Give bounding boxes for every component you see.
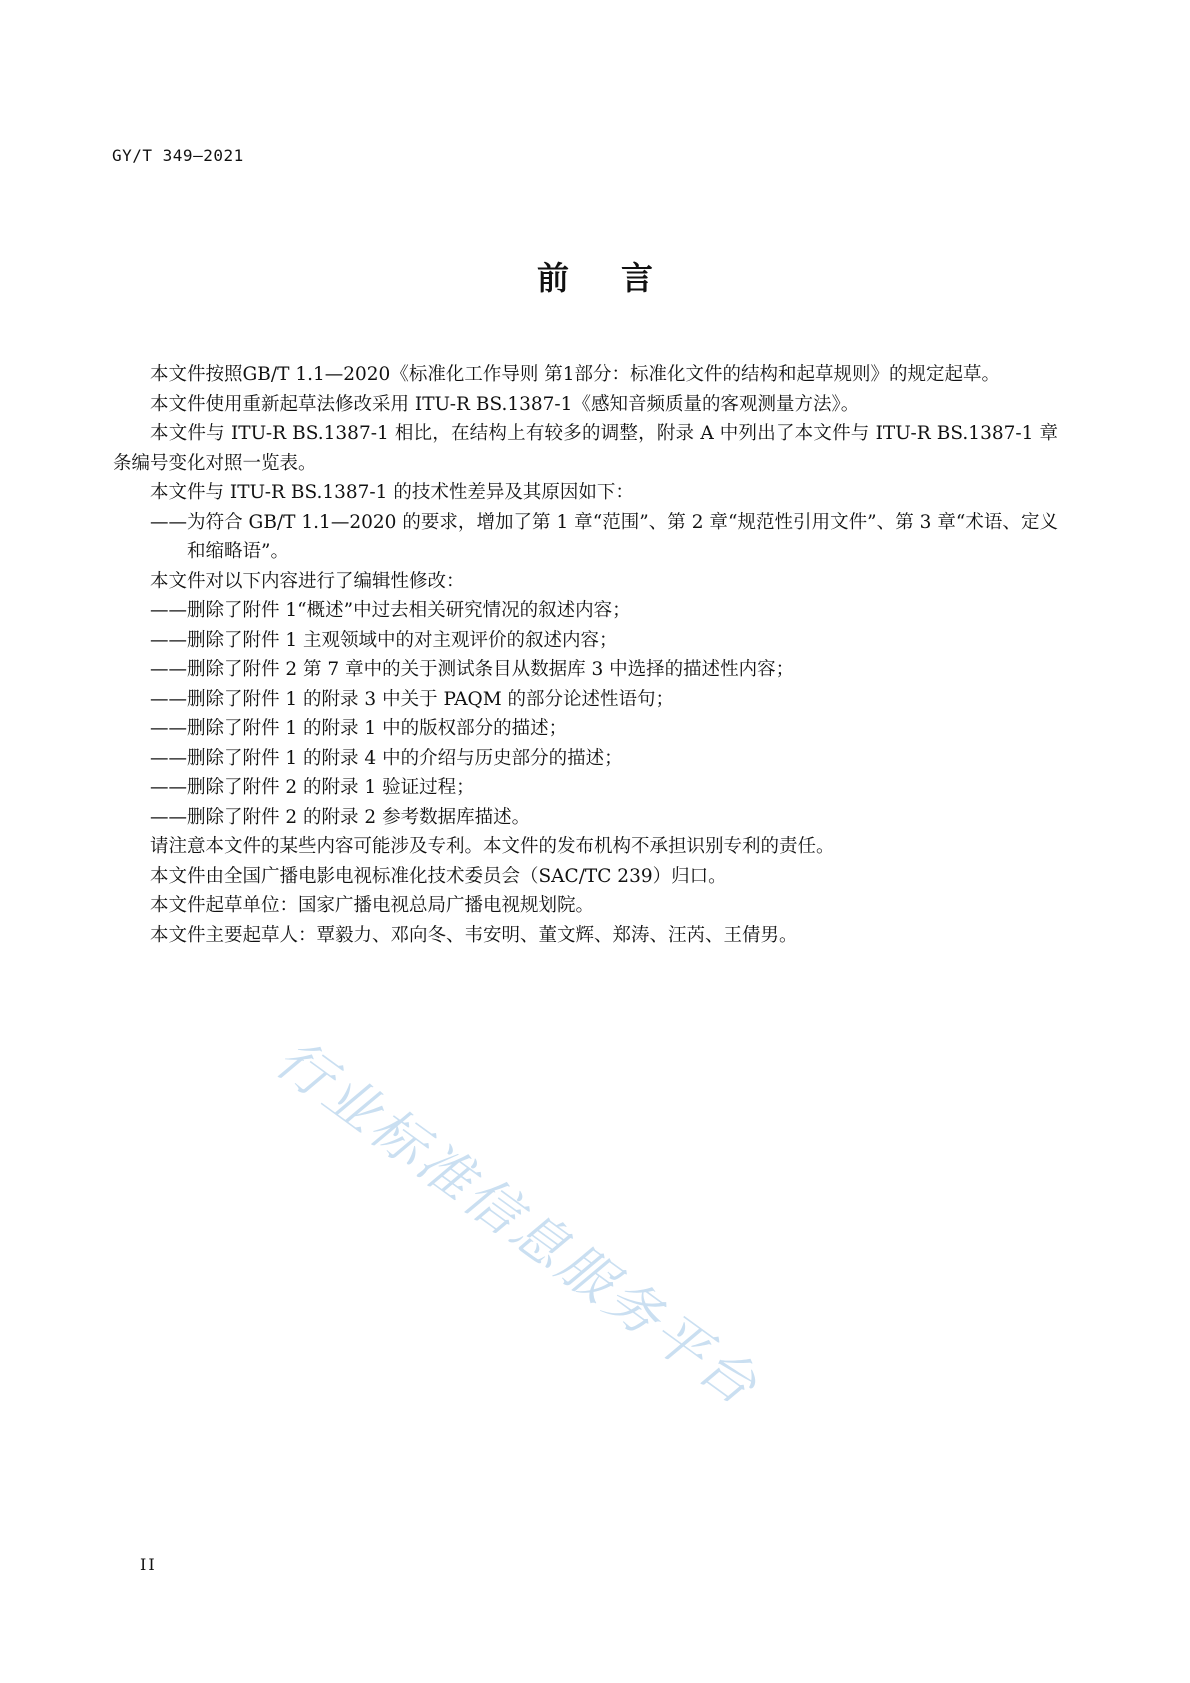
paragraph-structure-comparison: 本文件与 ITU-R BS.1387-1 相比，在结构上有较多的调整，附录 A 中列出了本文件与 ITU-R BS.1387-1 章条编号变化对照一览表。 <box>113 423 1058 474</box>
standard-number: GY/T 349—2021 <box>112 146 244 165</box>
page-number: II <box>140 1555 157 1574</box>
paragraph-drafters: 本文件主要起草人：覃毅力、邓向冬、韦安明、董文辉、郑涛、汪芮、王倩男。 <box>150 924 798 946</box>
list-item-editorial-change: ——删除了附件 1 的附录 1 中的版权部分的描述； <box>150 718 568 739</box>
paragraph-drafting-rules: 本文件按照GB/T 1.1—2020《标准化工作导则 第1部分：标准化文件的结构和起草规则》的规定起草。 <box>150 364 1000 385</box>
paragraph-editorial-changes: 本文件对以下内容进行了编辑性修改： <box>150 570 465 592</box>
paragraph-drafting-organization: 本文件起草单位：国家广播电视总局广播电视规划院。 <box>150 895 595 916</box>
page-title: 前言 <box>536 259 705 297</box>
paragraph-committee: 本文件由全国广播电影电视标准化技术委员会（SAC/TC 239）归口。 <box>150 865 727 887</box>
list-item-editorial-change: ——删除了附件 1“概述”中过去相关研究情况的叙述内容； <box>150 600 631 621</box>
paragraph-adoption-method: 本文件使用重新起草法修改采用 ITU-R BS.1387-1《感知音频质量的客观测量方法》。 <box>150 393 860 415</box>
list-item-editorial-change: ——删除了附件 1 主观领域中的对主观评价的叙述内容； <box>150 629 618 651</box>
list-item-editorial-change: ——删除了附件 2 的附录 1 验证过程； <box>150 777 475 798</box>
list-item-editorial-change: ——删除了附件 2 的附录 2 参考数据库描述。 <box>150 806 531 828</box>
paragraph-patent-notice: 请注意本文件的某些内容可能涉及专利。本文件的发布机构不承担识别专利的责任。 <box>150 836 835 857</box>
paragraph-technical-differences: 本文件与 ITU-R BS.1387-1 的技术性差异及其原因如下： <box>150 482 634 503</box>
list-item-technical-difference: ——为符合 GB/T 1.1—2020 的要求，增加了第 1 章“范围”、第 2 章“规范性引用文件”、第 3 章“术语、定义和缩略语”。 <box>150 511 1058 562</box>
list-item-editorial-change: ——删除了附件 1 的附录 3 中关于 PAQM 的部分论述性语句； <box>150 688 675 710</box>
list-item-editorial-change: ——删除了附件 1 的附录 4 中的介绍与历史部分的描述； <box>150 747 623 769</box>
foreword-body <box>113 360 1058 950</box>
list-item-editorial-change: ——删除了附件 2 第 7 章中的关于测试条目从数据库 3 中选择的描述性内容； <box>150 659 795 680</box>
watermark: 行业标准信息服务平台 <box>264 1026 771 1419</box>
